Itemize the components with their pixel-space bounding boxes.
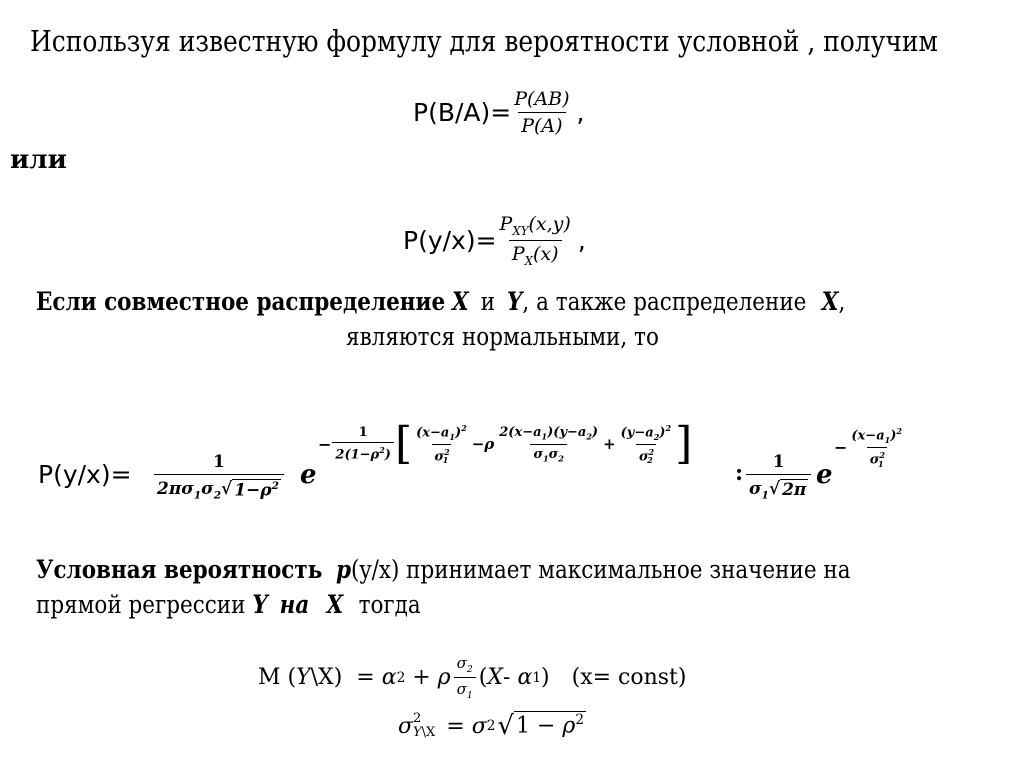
- normal-condition-line2: являются нормальными, то: [346, 322, 659, 351]
- var-y: Y: [507, 287, 523, 316]
- formula3-right-exponent: − $\frac{(x-a_1)^2}{\sigma^2_1}$: [834, 426, 902, 469]
- and-word: и: [480, 287, 496, 316]
- formula3-e: e: [300, 460, 317, 490]
- formula-bayes-comma: ,: [576, 98, 585, 127]
- intro-heading: [30, 24, 1024, 58]
- formula3-right-coefficient: 1 $\sigma_1$ √ 2π: [746, 452, 811, 501]
- intro-text: Используя известную формулу для вероятности условной , получим: [30, 24, 938, 58]
- var-p: p: [336, 555, 352, 584]
- formula-density-numerator: $P_{XY}(x,y)$: [499, 213, 571, 238]
- formula-bayes-numerator: P(AB): [514, 88, 570, 110]
- formula-bayes-fraction: [511, 88, 572, 137]
- formula3-coefficient: 1 $2\pi\sigma_1\sigma_2$ √ $1-\rho^2$: [154, 452, 284, 501]
- formula-regression-line: M ( Y \X) = α 2 + ρ $\frac{\sigma_2}{\sigma_1}$ ( X - α 1 ) (x= const): [258, 654, 687, 701]
- normal-text-part2: , а также распределение: [522, 287, 807, 316]
- or-word: или: [10, 145, 67, 175]
- formula3-exponent: − $\frac{1}{2(1-\rho^2)}$ [ $\frac{(x-a_1)^2}{\sigma^2_1}$ −ρ $\frac{2(x-a_1)(y-a_2)}{\sigma_1\sigma_2}$ + $\frac{(y-a_2)^2}{\sigma^2_2}$ ]: [318, 418, 693, 469]
- var-x-regression: X: [326, 590, 344, 619]
- formula-conditional-variance: σ 2 Y\X = σ 2 √ $1 - \rho^2$: [398, 711, 584, 741]
- formula-bayes: [413, 88, 584, 137]
- regression-text-line1: Условная вероятность p(y/x) принимает максимальное значение на: [36, 555, 851, 584]
- var-y-regression: Y: [252, 590, 268, 619]
- formula-density-comma: ,: [577, 225, 586, 255]
- formula3-lhs: P(y/x)=: [38, 460, 132, 489]
- formula-bayes-denominator: P(A): [518, 112, 565, 137]
- var-x-2: X: [821, 287, 839, 316]
- formula-bayes-lhs: P(B/A)=: [413, 98, 512, 127]
- formula-density-denominator: $P_X(x)$: [509, 240, 562, 268]
- formula3-colon: :: [735, 460, 744, 486]
- normal-condition-line1: Если совместное распределение X и Y, а также распределение X,: [36, 287, 846, 316]
- formula-density-fraction: [497, 213, 574, 268]
- word-na: на: [279, 590, 310, 619]
- regression-text-line2: прямой регрессии Y на X тогда: [36, 590, 421, 619]
- var-x: X: [452, 287, 469, 316]
- normal-text-part1: Если совместное распределение: [36, 287, 446, 316]
- formula-bivariate-normal: [38, 400, 998, 540]
- formula4-condition: (x= const): [571, 665, 687, 690]
- formula-density-lhs: P(y/x)=: [403, 225, 497, 255]
- formula3-right-e: e: [816, 460, 833, 490]
- formula4-sigma-ratio: $\frac{\sigma_2}{\sigma_1}$: [454, 654, 476, 701]
- formula-conditional-density: [403, 213, 586, 268]
